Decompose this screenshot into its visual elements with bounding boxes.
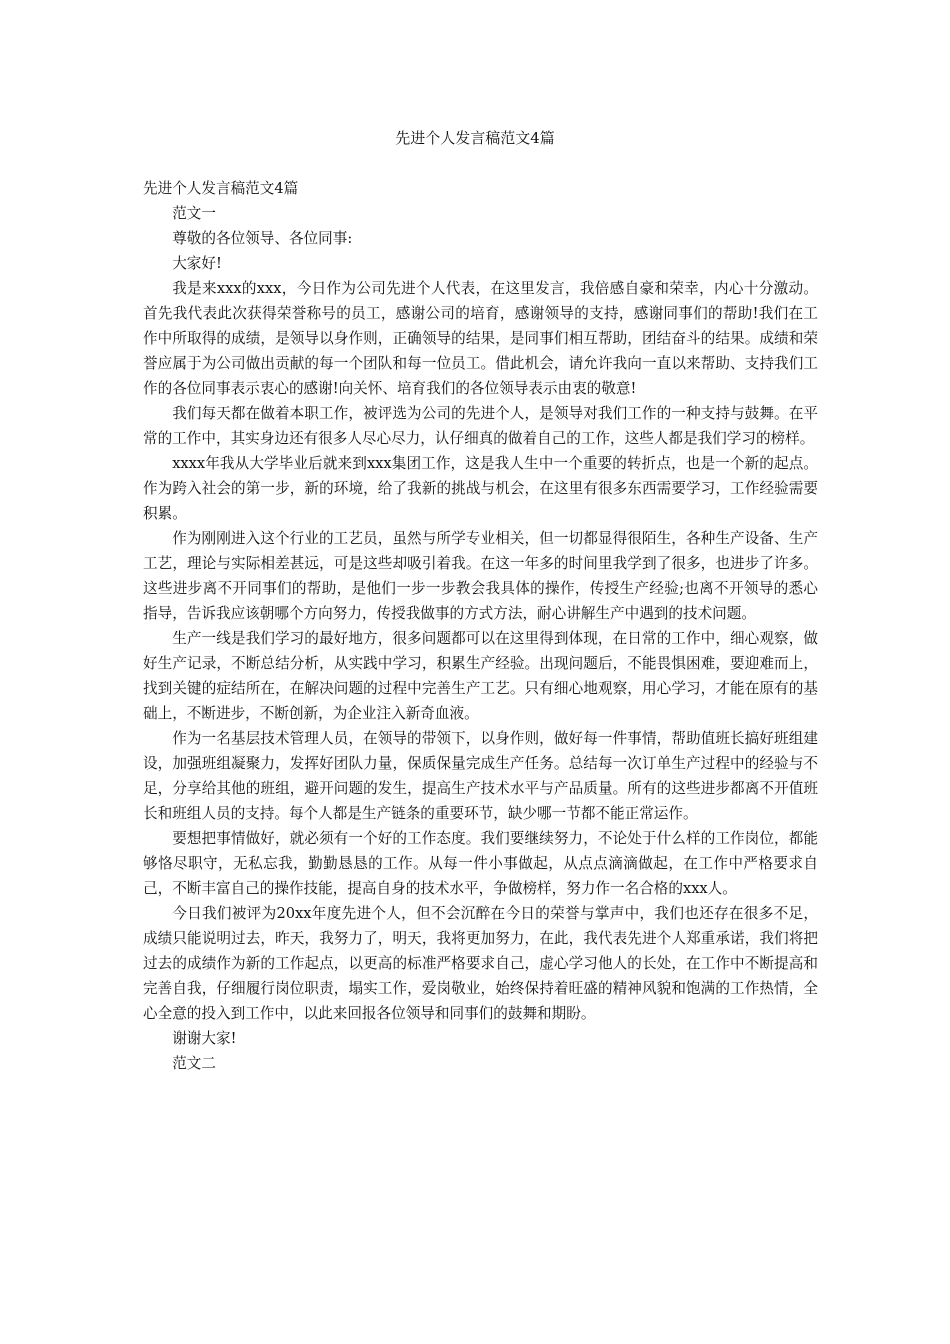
paragraph: 今日我们被评为20xx年度先进个人，但不会沉醉在今日的荣誉与掌声中，我们也还存在很多不足，成绩只能说明过去，昨天，我努力了，明天，我将更加努力，在此，我代表先进个人郑重承诺，我们将把过去的成绩作为新的工作起点，以更高的标准严格要求自己，虚心学习他人的长处，在工作中不断提高和完善自我，仔细履行岗位职责，塌实工作，爱岗敬业，始终保持着旺盛的精神风貌和饱满的工作热情，全心全意的投入到工作中，以此来回报各位领导和同事们的鼓舞和期盼。 bbox=[143, 905, 818, 1022]
paragraph: 我们每天都在做着本职工作，被评选为公司的先进个人，是领导对我们工作的一种支持与鼓舞。在平常的工作中，其实身边还有很多人尽心尽力，认仔细真的做着自己的工作，这些人都是我们学习的榜样。 bbox=[143, 405, 818, 447]
paragraph: 要想把事情做好，就必须有一个好的工作态度。我们要继续努力，不论处于什么样的工作岗位，都能够恪尽职守，无私忘我，勤勤恳恳的工作。从每一件小事做起，从点点滴滴做起，在工作中严格要求自己，不断丰富自己的操作技能，提高自身的技术水平，争做榜样，努力作一名合格的xxx人。 bbox=[143, 830, 818, 897]
document-body bbox=[143, 176, 818, 1076]
paragraph: 生产一线是我们学习的最好地方，很多问题都可以在这里得到体现，在日常的工作中，细心观察，做好生产记录，不断总结分析，从实践中学习，积累生产经验。出现问题后，不能畏惧困难，要迎难而上，找到关键的症结所在，在解决问题的过程中完善生产工艺。只有细心地观察，用心学习，才能在原有的基础上，不断进步，不断创新，为企业注入新奇血液。 bbox=[143, 630, 818, 722]
section-heading-1: 范文一 bbox=[172, 205, 216, 222]
paragraph: 作为一名基层技术管理人员，在领导的带领下，以身作则，做好每一件事情，帮助值班长搞好班组建设，加强班组凝聚力，发挥好团队力量，保质保量完成生产任务。总结每一次订单生产过程中的经验与不足，分享给其他的班组，避开问题的发生，提高生产技术水平与产品质量。所有的这些进步都离不开值班长和班组人员的支持。每个人都是生产链条的重要环节，缺少哪一节都不能正常运作。 bbox=[143, 730, 818, 822]
salutation: 尊敬的各位领导、各位同事: bbox=[172, 230, 353, 247]
page-title: 先进个人发言稿范文4篇 bbox=[395, 129, 555, 147]
closing: 谢谢大家! bbox=[172, 1030, 237, 1047]
section-heading-2: 范文二 bbox=[172, 1055, 216, 1072]
greeting: 大家好! bbox=[172, 255, 222, 272]
paragraph: 作为刚刚进入这个行业的工艺员，虽然与所学专业相关，但一切都显得很陌生，各种生产设备、生产工艺，理论与实际相差甚远，可是这些却吸引着我。在这一年多的时间里我学到了很多，也进步了许多。这些进步离不开同事们的帮助，是他们一步一步教会我具体的操作，传授生产经验;也离不开领导的悉心指导，告诉我应该朝哪个方向努力，传授我做事的方式方法，耐心讲解生产中遇到的技术问题。 bbox=[143, 530, 818, 622]
document-subtitle: 先进个人发言稿范文4篇 bbox=[143, 180, 299, 197]
paragraph: xxxx年我从大学毕业后就来到xxx集团工作，这是我人生中一个重要的转折点，也是一个新的起点。作为跨入社会的第一步，新的环境，给了我新的挑战与机会，在这里有很多东西需要学习，工作经验需要积累。 bbox=[143, 455, 818, 522]
paragraph: 我是来xxx的xxx，今日作为公司先进个人代表，在这里发言，我倍感自豪和荣幸，内心十分激动。首先我代表此次获得荣誉称号的员工，感谢公司的培育，感谢领导的支持，感谢同事们的帮助!我们在工作中所取得的成绩，是领导以身作则，正确领导的结果，是同事们相互帮助，团结奋斗的结果。成绩和荣誉应属于为公司做出贡献的每一个团队和每一位员工。借此机会，请允许我向一直以来帮助、支持我们工作的各位同事表示衷心的感谢!向关怀、培育我们的各位领导表示由衷的敬意! bbox=[143, 280, 818, 397]
